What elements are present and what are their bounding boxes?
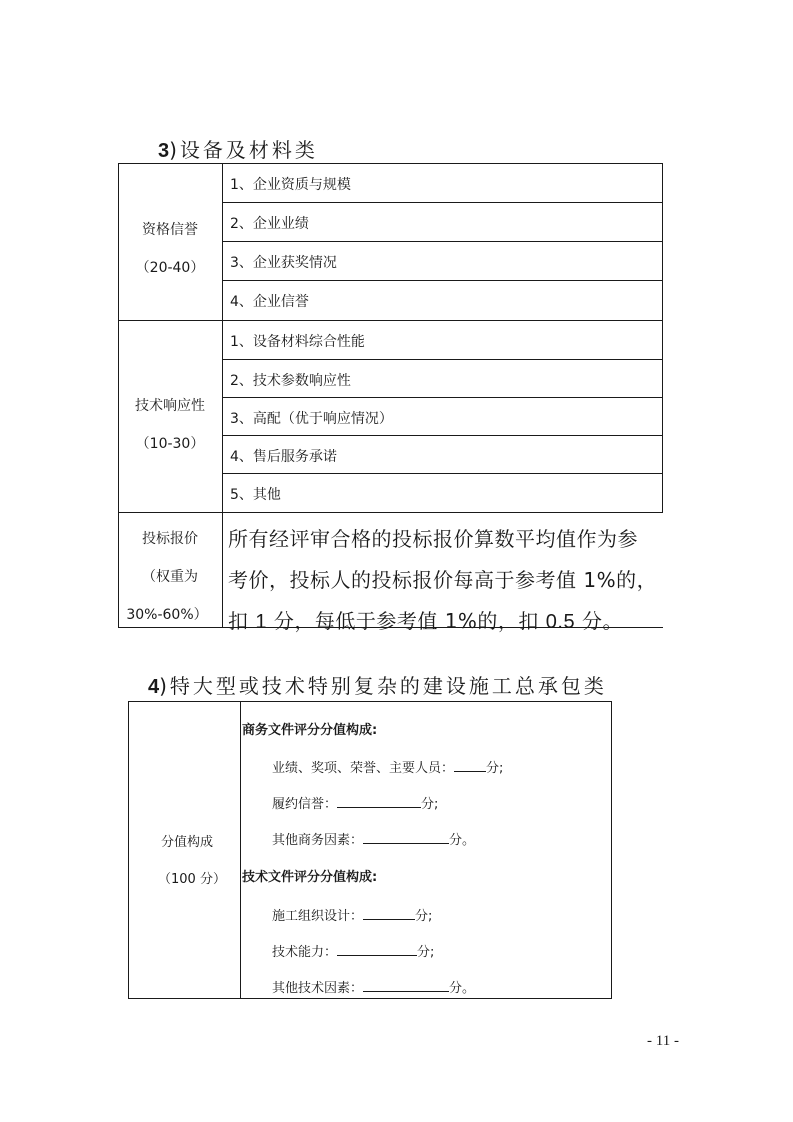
business-item: 其他商务因素： 分。: [272, 833, 476, 848]
score-composition-label: 分值构成: [161, 835, 214, 850]
price-label-2: （权重为: [142, 569, 198, 585]
price-label-3: 30%-60%）: [126, 607, 208, 623]
table-row: 4、售后服务承诺: [230, 449, 337, 465]
score-total-label: （100 分）: [158, 872, 226, 887]
price-rule-line-1: 所有经评审合格的投标报价算数平均值作为参: [228, 527, 638, 551]
section-4-number: 4: [148, 676, 160, 698]
equipment-materials-table: [118, 163, 663, 633]
table-row: 3、高配（优于响应情况）: [230, 411, 393, 427]
technical-item: 技术能力： 分;: [272, 945, 435, 960]
section-4-heading: [148, 670, 607, 699]
table-row: 1、企业资质与规模: [230, 177, 351, 193]
business-item: 履约信誉： 分;: [272, 797, 439, 812]
qualification-category: [118, 211, 222, 287]
technical-response-category: [118, 387, 222, 463]
bid-price-rule: [228, 519, 657, 643]
business-item: 业绩、奖项、荣誉、主要人员： 分;: [272, 761, 504, 776]
score-composition-table: [128, 701, 612, 999]
table-row: 2、企业业绩: [230, 216, 309, 232]
score-blank[interactable]: [337, 795, 421, 808]
section-4-title: )特大型或技术特别复杂的建设施工总承包类: [159, 674, 607, 698]
score-blank[interactable]: [337, 943, 417, 956]
score-blank[interactable]: [363, 979, 449, 992]
category-range: （20-40）: [135, 260, 205, 276]
business-score-title: 商务文件评分分值构成:: [242, 723, 378, 738]
category-name: 技术响应性: [135, 398, 205, 414]
score-blank[interactable]: [363, 831, 449, 844]
table-row: 2、技术参数响应性: [230, 373, 351, 389]
score-blank[interactable]: [454, 759, 486, 772]
page-number: - 11 -: [647, 1033, 679, 1049]
price-rule-line-2: 考价，投标人的投标报价每高于参考值 1%的，: [228, 568, 658, 592]
price-rule-line-3: 扣 1 分，每低于参考值 1%的，扣 0.5 分。: [228, 609, 623, 633]
table-row: 4、企业信誉: [230, 294, 309, 310]
technical-item: 施工组织设计： 分;: [272, 909, 433, 924]
table-row: 5、其他: [230, 487, 281, 503]
table-row: 3、企业获奖情况: [230, 255, 337, 271]
table-row: 1、设备材料综合性能: [230, 334, 365, 350]
score-blank[interactable]: [363, 907, 415, 920]
section-3-number: 3: [158, 140, 170, 162]
category-range: （10-30）: [135, 436, 205, 452]
category-name: 资格信誉: [142, 222, 198, 238]
section-3-title: )设备及材料类: [169, 138, 318, 162]
price-label-1: 投标报价: [142, 531, 198, 547]
bid-price-category: [118, 520, 222, 634]
technical-item: 其他技术因素： 分。: [272, 981, 476, 996]
section-3-heading: [158, 134, 318, 163]
technical-score-title: 技术文件评分分值构成:: [242, 870, 378, 885]
